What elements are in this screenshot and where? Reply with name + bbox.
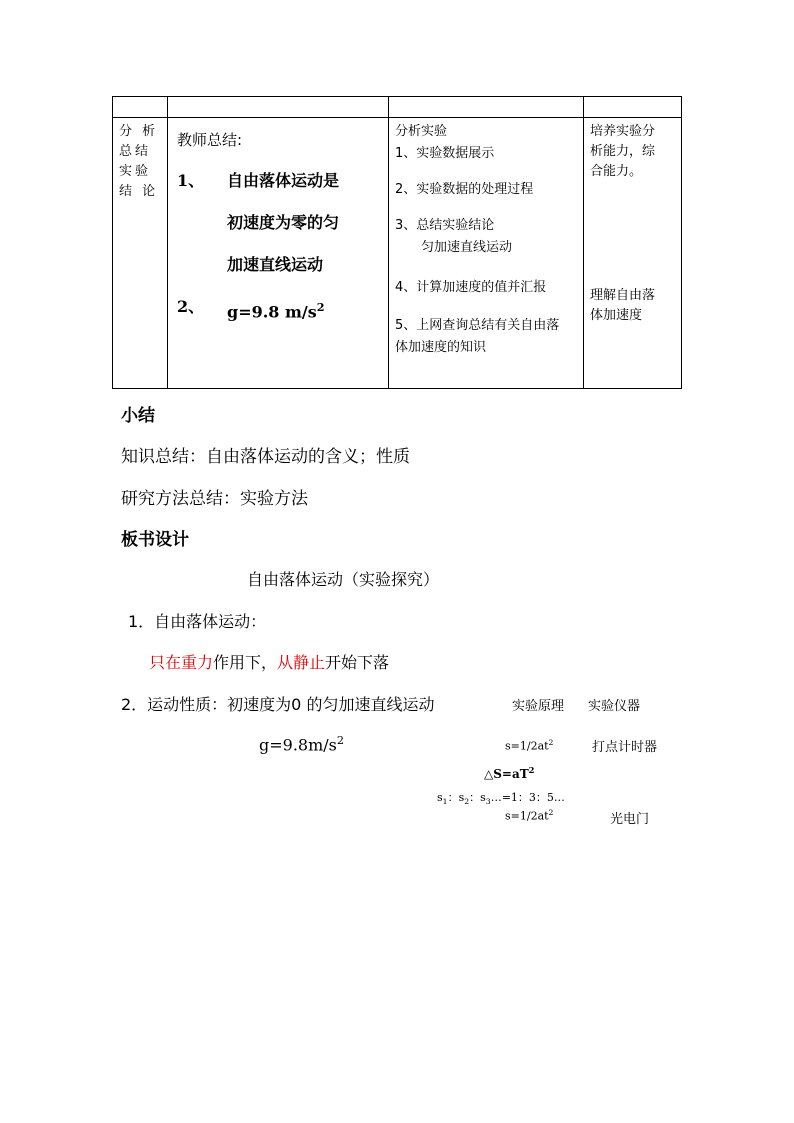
- stage-line: 总结: [119, 144, 152, 159]
- summary-text: 初速度为零的匀: [227, 213, 340, 232]
- board-item-1-definition: 只在重力作用下，从静止开始下落: [149, 653, 390, 672]
- summary-item: [177, 160, 388, 202]
- summary-text: 加速直线运动: [227, 255, 324, 274]
- activities-cell: [389, 118, 584, 389]
- goal-line: 培养实验分: [590, 124, 656, 139]
- method-summary: 研究方法总结：实验方法: [121, 489, 308, 509]
- goal-line: 析能力，综: [590, 144, 656, 159]
- table-row: [113, 118, 682, 389]
- goal-line: 理解自由落: [590, 288, 656, 303]
- board-center-title: 自由落体运动（实验探究）: [247, 570, 440, 589]
- section-title: 板书设计: [121, 530, 189, 550]
- table-header-row: [113, 97, 682, 118]
- activity-line: 2、实验数据的处理过程: [395, 182, 534, 197]
- goals-cell: [584, 118, 682, 389]
- photogate-label: 光电门: [610, 812, 650, 827]
- activity-line: 5、上网查询总结有关自由落: [395, 318, 560, 333]
- activity-line: 体加速度的知识: [395, 340, 487, 355]
- lesson-table: [112, 96, 682, 389]
- teacher-summary-cell: [168, 118, 389, 389]
- activity-line: 1、实验数据展示: [395, 146, 495, 161]
- stage-line: 实验: [119, 164, 152, 179]
- summary-item-continued: [177, 202, 388, 244]
- summary-heading: 教师总结:: [177, 131, 243, 149]
- g-value: $g=9.8m/s^2$: [259, 734, 344, 755]
- formula-displacement: $s=1/2at^2$: [505, 808, 554, 823]
- formula-delta: $\triangle S=aT^2$: [484, 765, 535, 781]
- formula-displacement: $s=1/2at^2$: [505, 738, 554, 753]
- summary-number: 2、: [177, 297, 205, 316]
- summary-item: [177, 286, 388, 328]
- instrument-label: 实验仪器: [588, 699, 641, 714]
- summary-text: 自由落体运动是: [227, 171, 340, 190]
- header-cell: [389, 97, 584, 118]
- formula-ratio: $s_1$：$s_2$：$s_3\dots=1$：3：5…: [437, 791, 565, 807]
- board-item-2: 2．运动性质：初速度为0 的匀加速直线运动: [121, 695, 435, 714]
- stage-line: 结 论: [119, 184, 159, 199]
- goal-line: 体加速度: [590, 308, 643, 323]
- principle-label: 实验原理: [512, 699, 565, 714]
- knowledge-summary: 知识总结：自由落体运动的含义；性质: [121, 447, 410, 467]
- header-cell: [168, 97, 389, 118]
- activity-line: 3、总结实验结论: [395, 218, 495, 233]
- activity-line: 4、计算加速度的值并汇报: [395, 280, 547, 295]
- stage-line: 分 析: [119, 124, 159, 139]
- section-title: 小结: [121, 406, 155, 426]
- summary-formula: g=9.8 $m/s^2$: [227, 300, 325, 322]
- board-item-1: 1．自由落体运动：: [128, 612, 267, 631]
- activity-line: 分析实验: [395, 124, 448, 139]
- header-cell: [584, 97, 682, 118]
- timer-label: 打点计时器: [592, 740, 658, 755]
- stage-cell: [113, 118, 168, 389]
- header-cell: [113, 97, 168, 118]
- activity-line: 匀加速直线运动: [421, 240, 513, 255]
- summary-item-continued: [177, 244, 388, 286]
- summary-number: 1、: [177, 171, 205, 190]
- goal-line: 合能力。: [590, 164, 643, 179]
